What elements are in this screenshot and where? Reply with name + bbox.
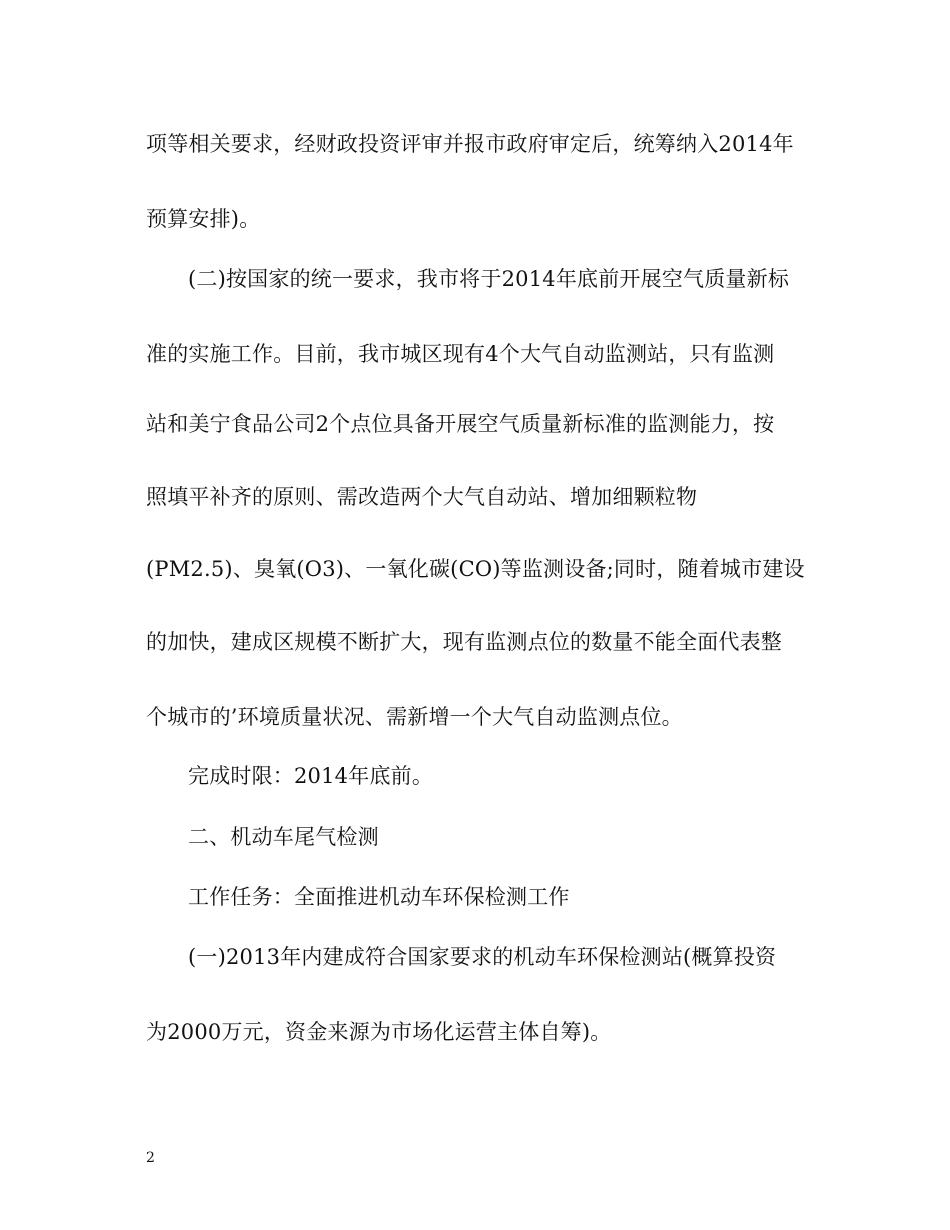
- text-line: 为2000万元，资金来源为市场化运营主体自筹)。: [146, 1020, 612, 1044]
- page-number: 2: [146, 1150, 155, 1166]
- section-heading: 二、机动车尾气检测: [188, 825, 379, 849]
- text-line: 个城市的’环境质量状况、需新增一个大气自动监测点位。: [146, 705, 683, 729]
- text-line: (PM2.5)、臭氧(O3)、一氧化碳(CO)等监测设备;同时，随着城市建设: [146, 557, 805, 581]
- paragraph-start: (一)2013年内建成符合国家要求的机动车环保检测站(概算投资: [188, 945, 777, 969]
- paragraph-start: 工作任务：全面推进机动车环保检测工作: [188, 885, 570, 909]
- paragraph-start: (二)按国家的统一要求，我市将于2014年底前开展空气质量新标: [188, 267, 790, 291]
- text-line: 照填平补齐的原则、需改造两个大气自动站、增加细颗粒物: [146, 485, 698, 509]
- text-line: 的加快，建成区规模不断扩大，现有监测点位的数量不能全面代表整: [146, 630, 782, 654]
- paragraph-start: 完成时限：2014年底前。: [188, 764, 434, 788]
- text-line: 预算安排)。: [146, 207, 261, 231]
- text-line: 站和美宁食品公司2个点位具备开展空气质量新标准的监测能力，按: [146, 412, 775, 436]
- text-line: 项等相关要求，经财政投资评审并报市政府审定后，统筹纳入2014年: [146, 132, 794, 156]
- text-line: 准的实施工作。目前，我市城区现有4个大气自动监测站，只有监测: [146, 342, 775, 366]
